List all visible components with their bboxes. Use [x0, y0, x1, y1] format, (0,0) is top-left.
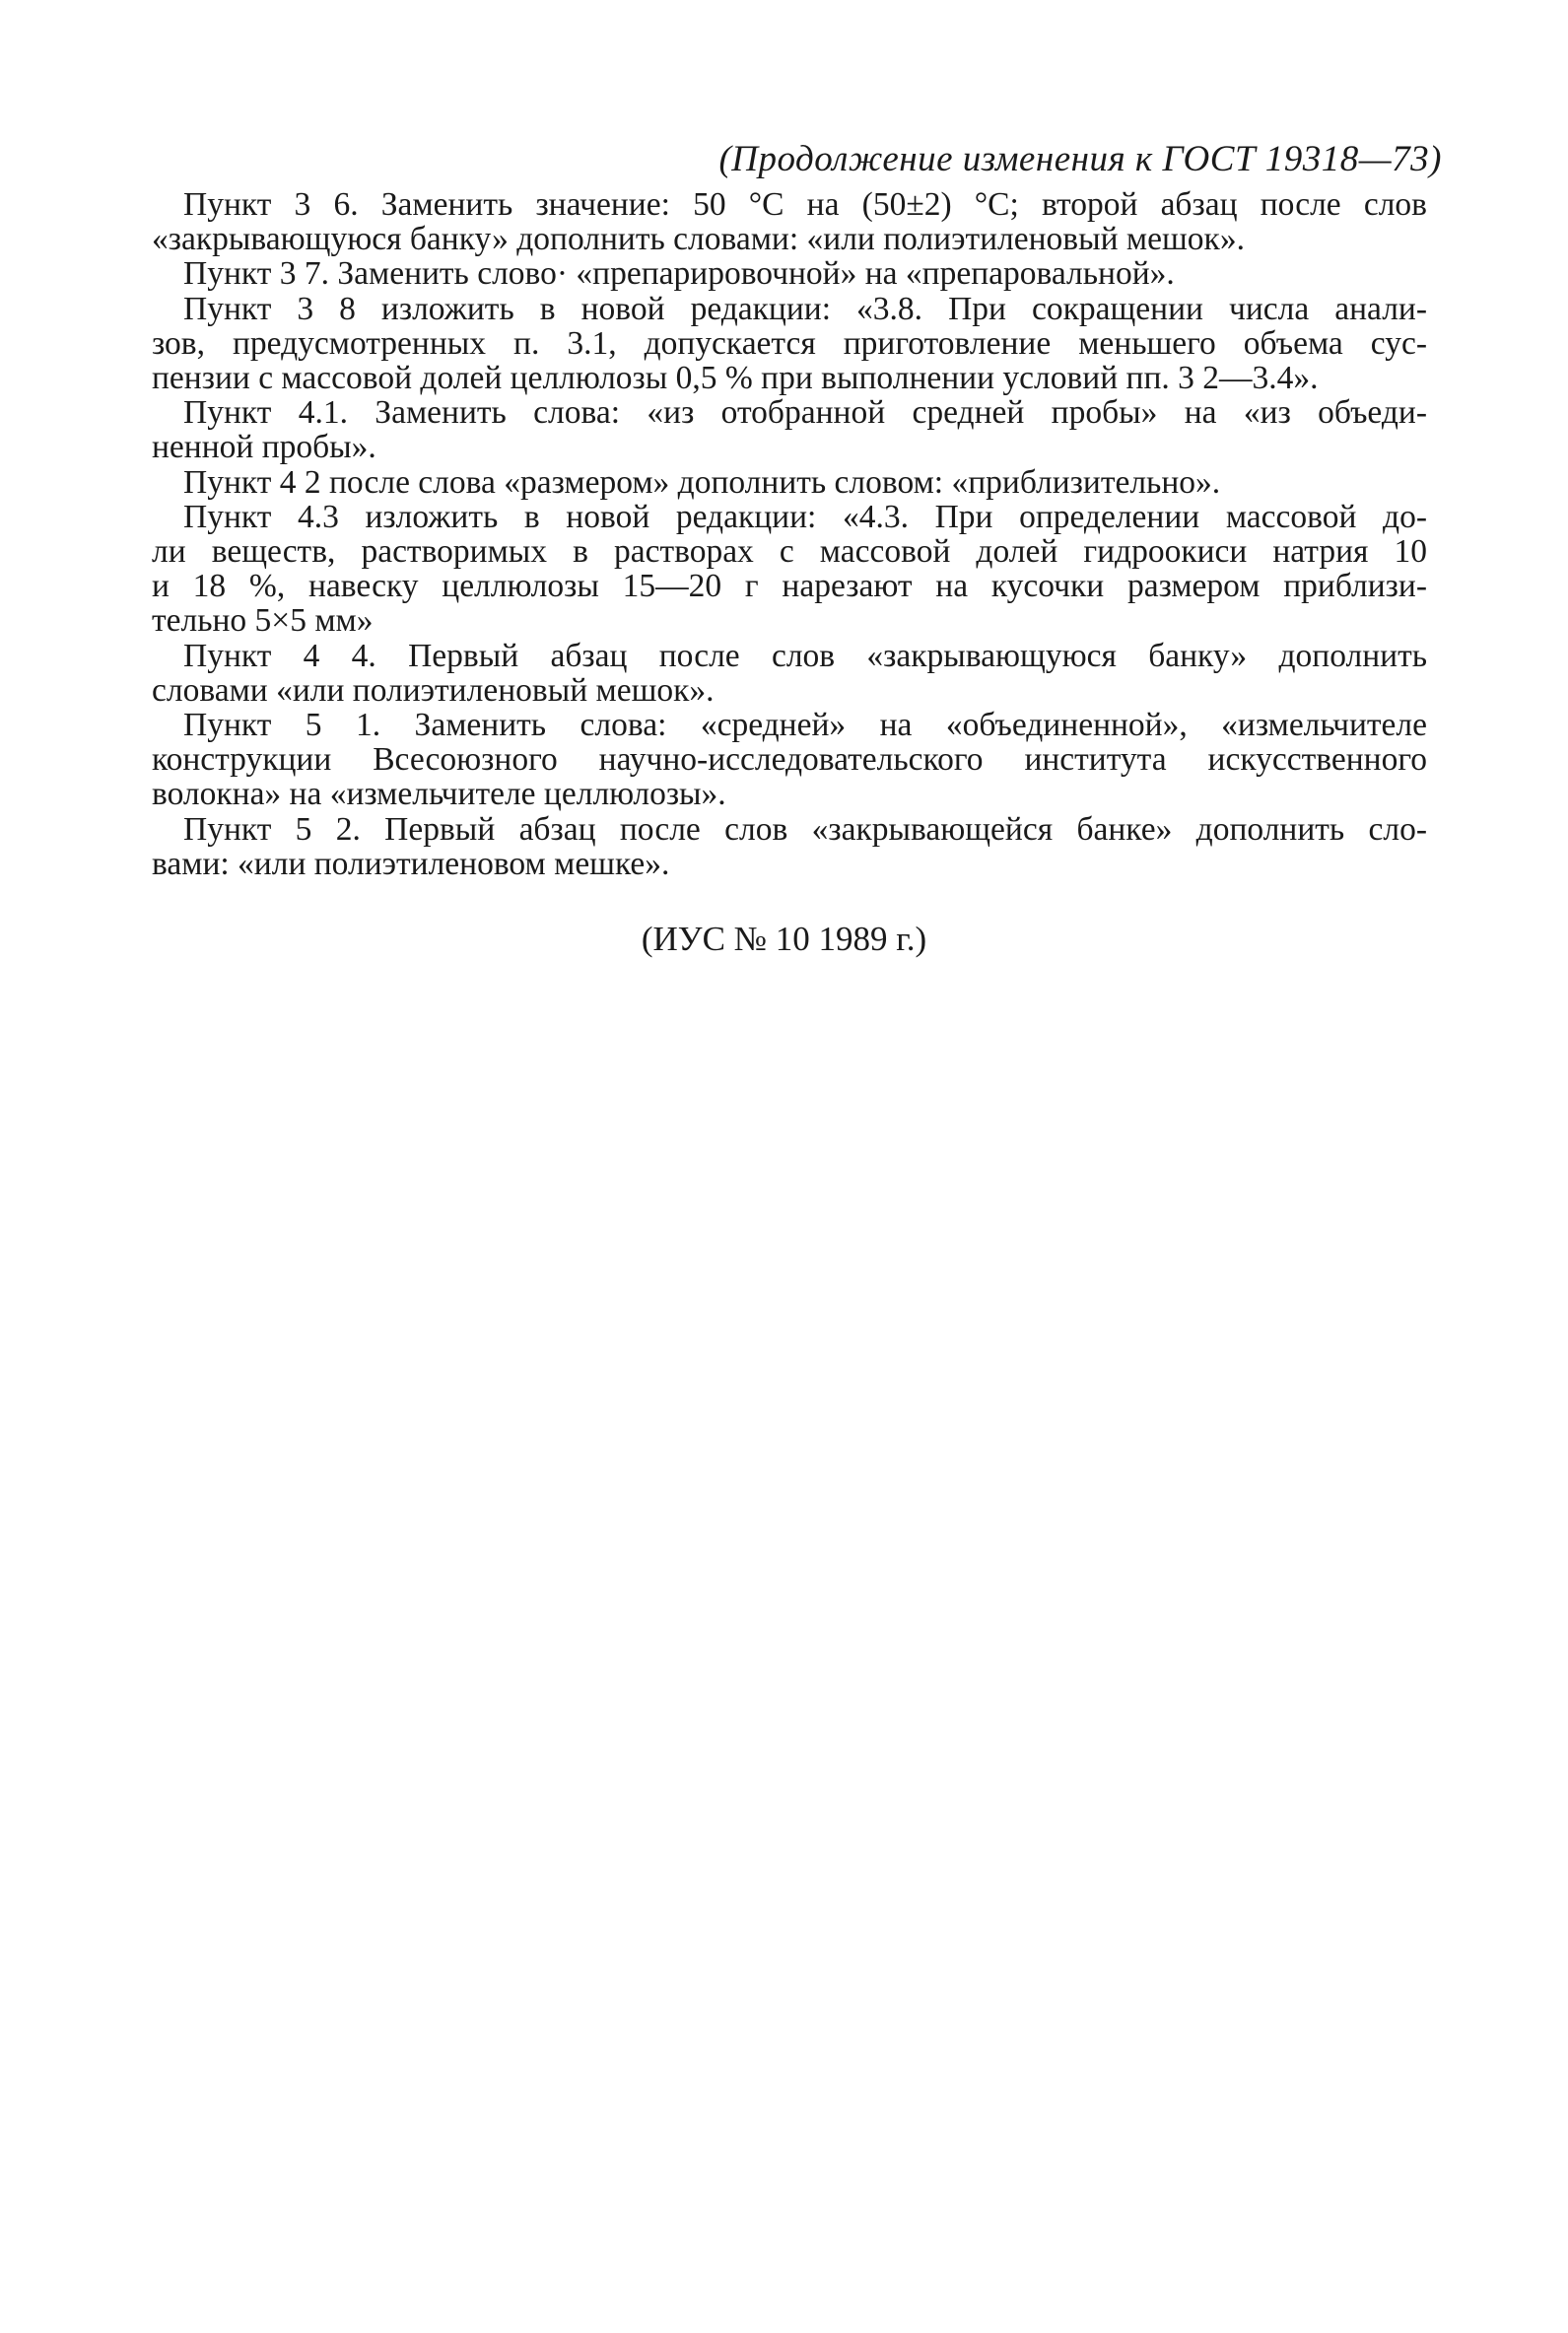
text-line: пензии с массовой долей целлюлозы 0,5 % при выполнении условий пп. 3 2—3.4».	[152, 360, 1319, 397]
paragraph-item-3-8	[152, 292, 1427, 396]
paragraph-item-5-2	[152, 812, 1427, 881]
text-line: словами «или полиэтиленовый мешок».	[152, 671, 715, 709]
document-header: (Продолжение изменения к ГОСТ 19318—73)	[718, 139, 1442, 179]
text-line: Пункт 5 2. Первый абзац после слов «закрывающейся банке» дополнить сло-	[183, 810, 1427, 848]
paragraph-item-5-1	[152, 708, 1427, 812]
text-line: конструкции Всесоюзного научно-исследовательского института искусственного	[152, 741, 1427, 779]
text-line: Пункт 5 1. Заменить слова: «средней» на «объединенной», «измельчителе	[183, 707, 1427, 744]
paragraph-item-4-2	[152, 465, 1427, 500]
document-footer: (ИУС № 10 1989 г.)	[641, 920, 927, 958]
text-line: Пункт 4.1. Заменить слова: «из отобранной средней пробы» на «из объеди-	[183, 394, 1427, 432]
paragraph-item-3-7	[152, 256, 1427, 291]
document-body	[152, 187, 1427, 881]
text-line: Пункт 3 7. Заменить слово· «препарировочной» на «препаровальной».	[183, 255, 1175, 293]
paragraph-item-4-4	[152, 639, 1427, 708]
text-line: и 18 %, навеску целлюлозы 15—20 г нарезают на кусочки размером приблизи-	[152, 568, 1427, 605]
text-line: Пункт 3 6. Заменить значение: 50 °С на (50±2) °С; второй абзац после слов	[183, 186, 1427, 223]
text-line: Пункт 4 2 после слова «размером» дополнить словом: «приблизительно».	[183, 463, 1221, 501]
text-line: Пункт 3 8 изложить в новой редакции: «3.8. При сокращении числа анали-	[183, 290, 1427, 327]
text-line: ли веществ, растворимых в растворах с массовой долей гидроокиси натрия 10	[152, 533, 1427, 571]
text-line: тельно 5×5 мм»	[152, 602, 374, 640]
paragraph-item-4-3	[152, 500, 1427, 639]
text-line: «закрывающуюся банку» дополнить словами: «или полиэтиленовый мешок».	[152, 221, 1245, 258]
paragraph-item-4-1	[152, 395, 1427, 464]
text-line: волокна» на «измельчителе целлюлозы».	[152, 776, 726, 813]
text-line: ненной пробы».	[152, 429, 376, 466]
text-line: Пункт 4.3 изложить в новой редакции: «4.3. При определении массовой до-	[183, 498, 1427, 535]
paragraph-item-3-6	[152, 187, 1427, 256]
text-line: вами: «или полиэтиленовом мешке».	[152, 845, 670, 882]
text-line: зов, предусмотренных п. 3.1, допускается приготовление меньшего объема сус-	[152, 324, 1427, 362]
text-line: Пункт 4 4. Первый абзац после слов «закрывающуюся банку» дополнить	[183, 637, 1427, 674]
